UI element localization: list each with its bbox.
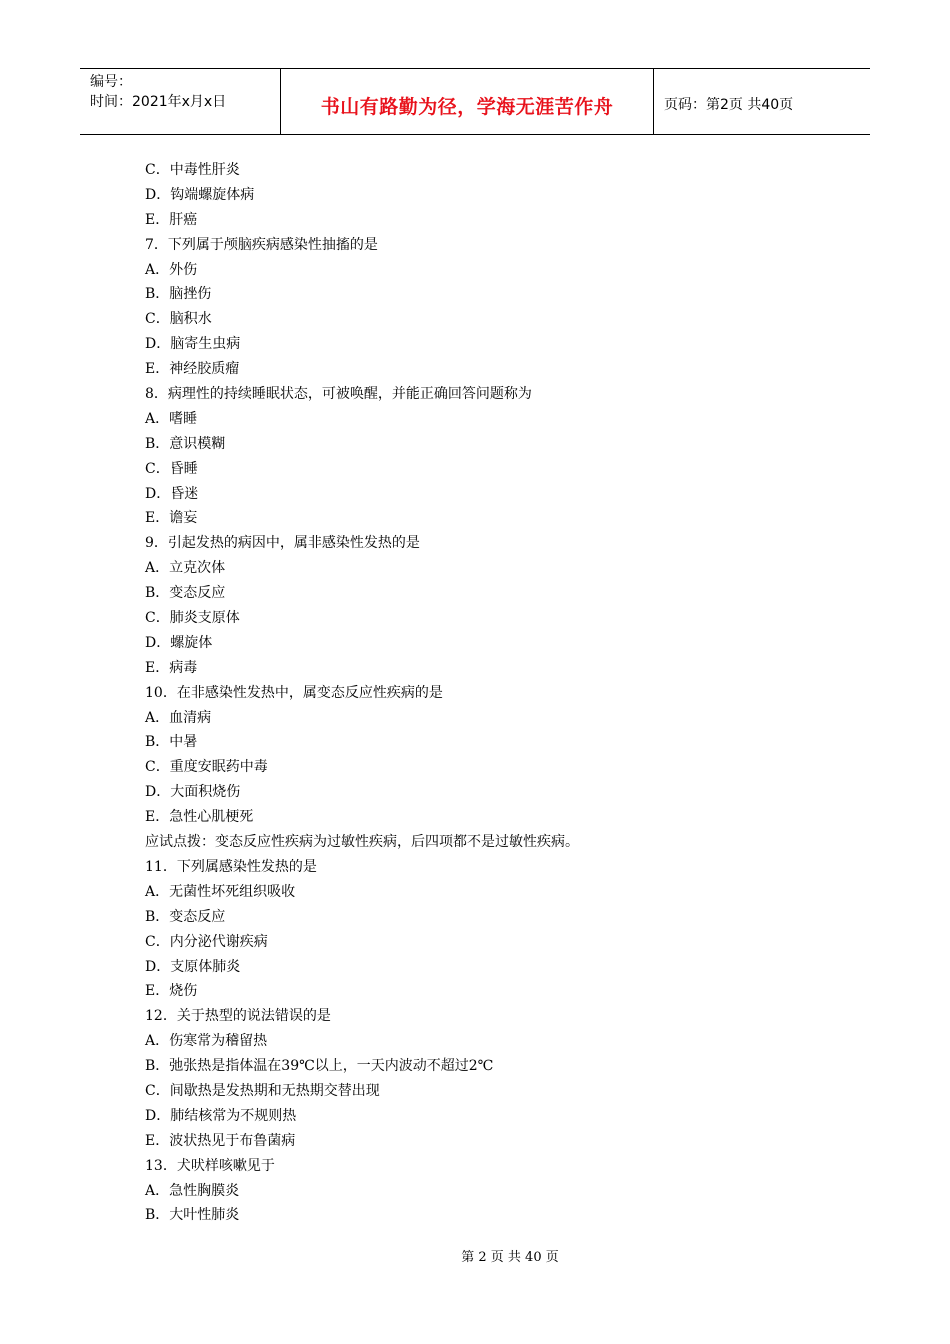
text-line: D．脑寄生虫病 — [145, 336, 241, 353]
text-line: 9．引起发热的病因中，属非感染性发热的是 — [145, 535, 420, 552]
text-line: D．肺结核常为不规则热 — [145, 1107, 297, 1124]
text-line: B．弛张热是指体温在39℃以上，一天内波动不超过2℃ — [145, 1058, 494, 1075]
text-line: D．昏迷 — [145, 485, 199, 502]
header-meta — [80, 69, 281, 134]
page-footer: 第 2 页 共 40 页 — [461, 1250, 559, 1265]
question-list — [145, 158, 865, 1228]
text-line: 11．下列属感染性发热的是 — [145, 858, 317, 875]
page-header — [80, 68, 870, 135]
text-line: A．立克次体 — [145, 560, 226, 577]
text-line: B．中暑 — [145, 734, 198, 751]
text-line: E．急性心肌梗死 — [145, 809, 254, 826]
text-line: B．变态反应 — [145, 585, 226, 602]
text-line: A．嗜睡 — [145, 410, 198, 427]
text-line: D．支原体肺炎 — [145, 958, 241, 975]
text-line: 13．犬吠样咳嗽见于 — [145, 1157, 275, 1174]
text-line: C．昏睡 — [145, 460, 198, 477]
document-date: 时间：2021年x月x日 — [90, 94, 227, 110]
text-line: E．谵妄 — [145, 510, 198, 527]
text-line: C．重度安眠药中毒 — [145, 759, 268, 776]
header-motto: 书山有路勤为径，学海无涯苦作舟 — [281, 69, 654, 134]
text-line: C．内分泌代谢疾病 — [145, 933, 268, 950]
text-line: B．大叶性肺炎 — [145, 1207, 240, 1224]
text-line: C．中毒性肝炎 — [145, 162, 240, 178]
text-line: E．烧伤 — [145, 983, 198, 1000]
text-line: E．肝癌 — [145, 211, 198, 228]
text-line: C．间歇热是发热期和无热期交替出现 — [145, 1082, 380, 1099]
text-line: 应试点拨：变态反应性疾病为过敏性疾病，后四项都不是过敏性疾病。 — [145, 834, 579, 851]
text-line: 7．下列属于颅脑疾病感染性抽搐的是 — [145, 236, 378, 253]
text-line: A．无菌性坏死组织吸收 — [145, 883, 296, 900]
document-number-label: 编号： — [90, 74, 132, 90]
text-line: A．伤寒常为稽留热 — [145, 1033, 268, 1050]
text-line: A．血清病 — [145, 709, 212, 726]
header-page-info: 页码：第2页 共40页 — [664, 96, 794, 113]
text-line: E．神经胶质瘤 — [145, 361, 240, 378]
text-line: A．外伤 — [145, 261, 198, 278]
text-line: D．钩端螺旋体病 — [145, 186, 255, 203]
text-line: C．肺炎支原体 — [145, 610, 240, 627]
text-line: B．变态反应 — [145, 908, 226, 925]
text-line: B．意识模糊 — [145, 435, 226, 452]
text-line: D．螺旋体 — [145, 634, 213, 651]
text-line: B．脑挫伤 — [145, 286, 212, 303]
text-line: E．波状热见于布鲁菌病 — [145, 1132, 296, 1149]
text-line: A．急性胸膜炎 — [145, 1182, 240, 1199]
text-line: 10．在非感染性发热中，属变态反应性疾病的是 — [145, 684, 443, 701]
text-line: 12．关于热型的说法错误的是 — [145, 1008, 331, 1025]
text-line: D．大面积烧伤 — [145, 784, 241, 801]
text-line: C．脑积水 — [145, 311, 212, 328]
text-line: E．病毒 — [145, 659, 198, 676]
text-line: 8．病理性的持续睡眠状态，可被唤醒，并能正确回答问题称为 — [145, 386, 532, 403]
